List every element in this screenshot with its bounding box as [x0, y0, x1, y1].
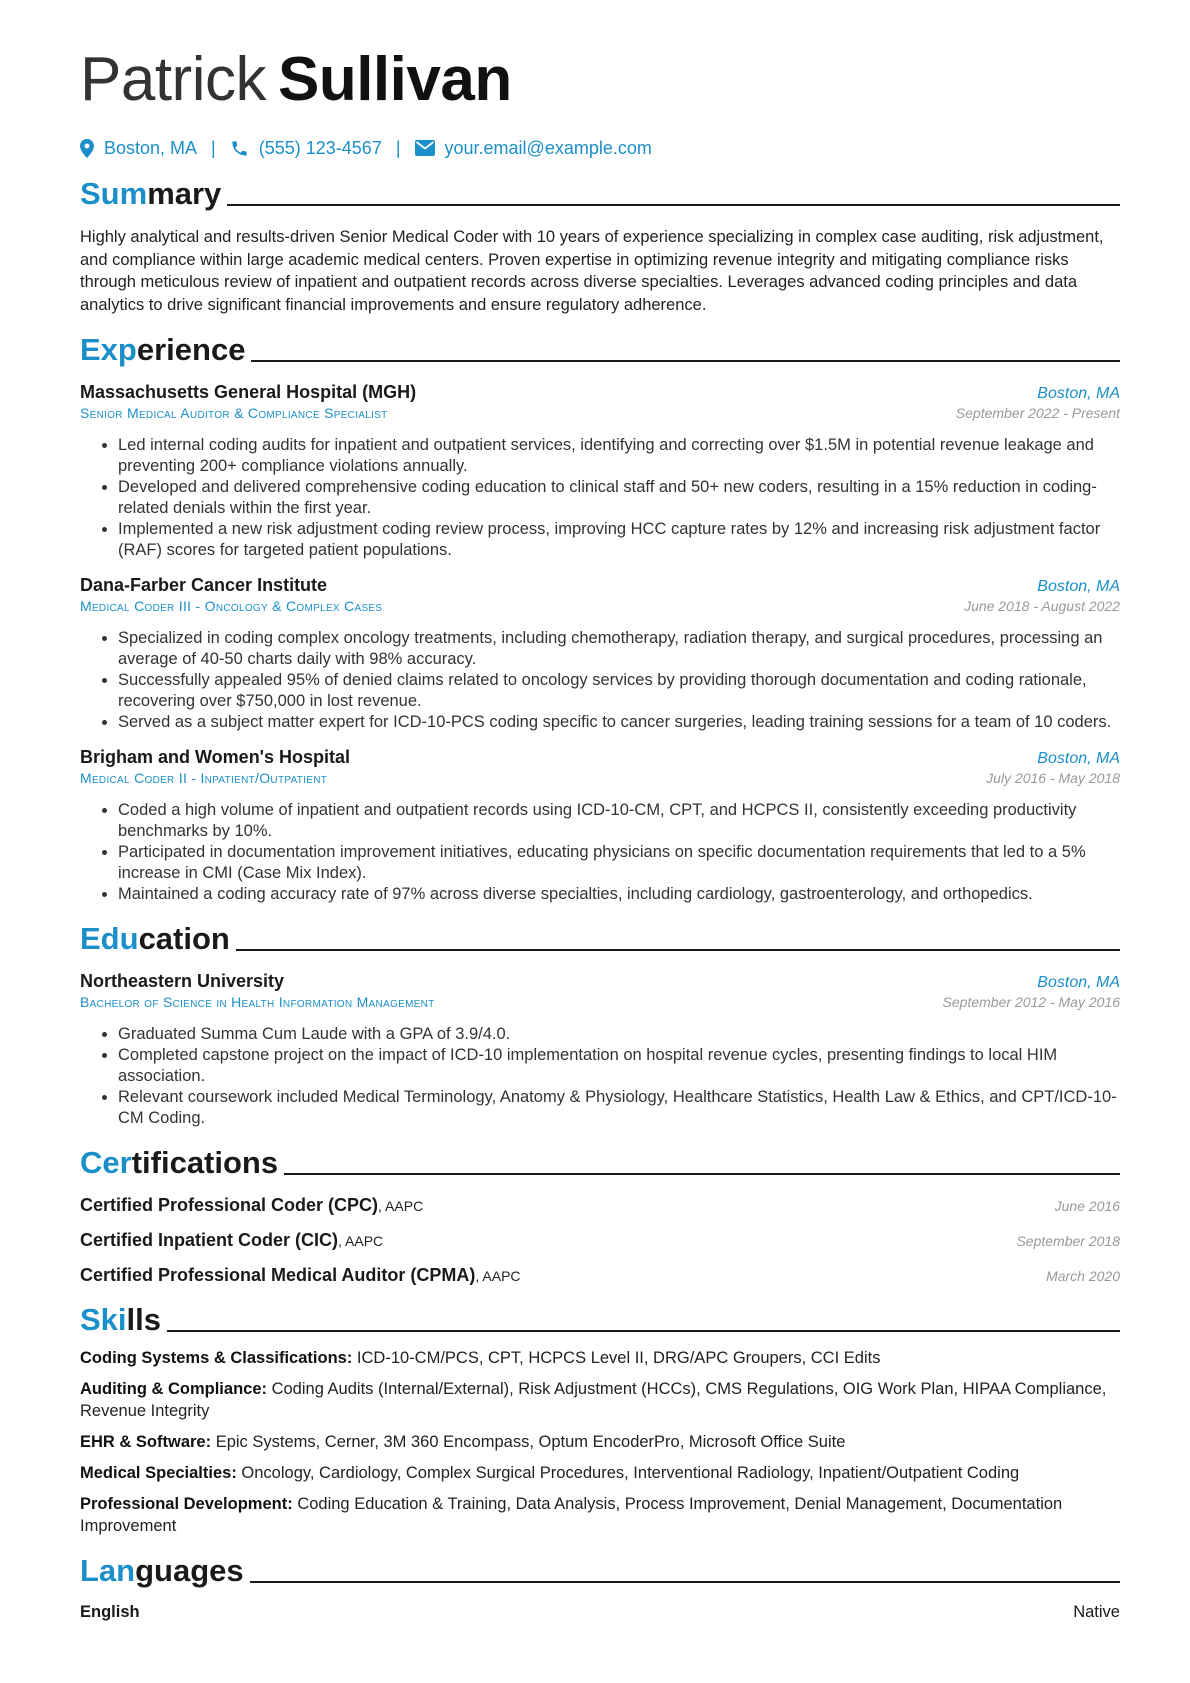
employer-name: Brigham and Women's Hospital — [80, 747, 350, 767]
bullet-item: • Coded a high volume of inpatient and outpatient records using ICD-10-CM, CPT, and HCPCS II, consistently exceeding productivity benchmarks by 10%. — [118, 800, 1120, 842]
heading-accent: Edu — [80, 921, 139, 956]
bullet-item: • Led internal coding audits for inpatient and outpatient services, identifying and correcting over $1.5M in potential revenue leakage and preventing 200+ compliance violations annually. — [118, 435, 1120, 477]
bullet-item: • Relevant coursework included Medical Terminology, Anatomy & Physiology, Healthcare Statistics, Health Law & Ethics, and CPT/ICD-10-CM Coding. — [118, 1087, 1120, 1129]
skill-row — [80, 1378, 1120, 1422]
bullet-item: • Participated in documentation improvement initiatives, educating physicians on specific documentation requirements that led to a 5% increase in CMI (Case Mix Index). — [118, 842, 1120, 884]
heading-rest: tifications — [131, 1145, 279, 1180]
skill-row — [80, 1431, 1120, 1453]
heading-rule — [251, 360, 1120, 362]
certifications-heading — [80, 1141, 1120, 1181]
certification-name: Certified Inpatient Coder (CIC) — [80, 1230, 339, 1250]
experience-entry — [80, 382, 1120, 561]
summary-heading — [80, 172, 1120, 212]
skill-label: Professional Development: — [80, 1495, 293, 1513]
bullet-item: • Completed capstone project on the impact of ICD-10 implementation on hospital revenue cycles, presenting findings to local HIM association. — [118, 1045, 1120, 1087]
heading-accent: Lan — [80, 1553, 136, 1588]
certification-issuer: , AAPC — [378, 1198, 424, 1214]
education-heading — [80, 917, 1120, 957]
bullet-item: • Successfully appealed 95% of denied claims related to oncology services by providing thorough documentation and coding rationale, recovering over $750,000 in lost revenue. — [118, 670, 1120, 712]
heading-rule — [227, 204, 1120, 206]
employer-name: Dana-Farber Cancer Institute — [80, 575, 328, 595]
skill-row — [80, 1347, 1120, 1369]
skill-row — [80, 1462, 1120, 1484]
skill-label: Auditing & Compliance: — [80, 1380, 267, 1398]
contact-phone[interactable] — [230, 138, 382, 159]
phone-icon — [230, 139, 249, 158]
certification-item — [80, 1195, 1120, 1216]
language-level: Native — [1073, 1603, 1120, 1621]
summary-text: Highly analytical and results-driven Senior Medical Coder with 10 years of experience specializing in complex case auditing, risk adjustment, and compliance within large academic medical centers. Proven expertise in optimizing revenue integrity and mitigating compliance risks through meticulous review of inpatient and outpatient records across diverse specialties. Leverages advanced coding principles and data analytics to drive significant financial improvements and ensure regulatory adherence. — [80, 228, 1104, 314]
education-dates: September 2012 - May 2016 — [942, 994, 1120, 1010]
languages-heading — [80, 1549, 1120, 1589]
job-dates: July 2016 - May 2018 — [986, 770, 1120, 786]
job-location: Boston, MA — [1037, 578, 1120, 595]
heading-rest: guages — [135, 1553, 244, 1588]
resume-page — [80, 44, 1120, 1622]
heading-accent: Cer — [80, 1145, 132, 1180]
certification-issuer: , AAPC — [475, 1268, 521, 1284]
skill-value: Coding Education & Training, Data Analysis, Process Improvement, Denial Management, Documentation Improvement — [80, 1495, 1063, 1535]
employer-name: Massachusetts General Hospital (MGH) — [80, 382, 417, 402]
job-bullets — [80, 628, 1120, 733]
contact-bar — [80, 136, 1120, 160]
bullet-item: • Specialized in coding complex oncology treatments, including chemotherapy, radiation therapy, and surgical procedures, processing an average of 40-50 charts daily with 98% accuracy. — [118, 628, 1120, 670]
language-row — [80, 1603, 1120, 1622]
certification-date: September 2018 — [1016, 1233, 1120, 1249]
skill-label: Coding Systems & Classifications: — [80, 1349, 353, 1367]
bullet-item: • Graduated Summa Cum Laude with a GPA of 3.9/4.0. — [118, 1024, 1120, 1045]
certification-item — [80, 1230, 1120, 1251]
skill-value: Oncology, Cardiology, Complex Surgical Procedures, Interventional Radiology, Inpatient/Outpatient Coding — [236, 1464, 1020, 1482]
job-location: Boston, MA — [1037, 750, 1120, 767]
heading-accent: Ski — [80, 1302, 127, 1337]
candidate-name — [80, 44, 1120, 116]
skill-row — [80, 1493, 1120, 1537]
school-name: Northeastern University — [80, 971, 285, 991]
language-name: English — [80, 1603, 140, 1621]
certification-item — [80, 1265, 1120, 1286]
experience-heading — [80, 328, 1120, 368]
bullet-item: • Served as a subject matter expert for ICD-10-PCS coding specific to cancer surgeries, leading training sessions for a team of 10 coders. — [118, 712, 1120, 733]
heading-rule — [167, 1330, 1120, 1332]
job-bullets — [80, 435, 1120, 561]
skill-value: Coding Audits (Internal/External), Risk Adjustment (HCCs), CMS Regulations, OIG Work Plan, HIPAA Compliance, Revenue Integrity — [80, 1380, 1107, 1420]
email-text: your.email@example.com — [444, 137, 652, 158]
job-title: Medical Coder III - Oncology & Complex Cases — [80, 598, 383, 614]
bullet-item: • Implemented a new risk adjustment coding review process, improving HCC capture rates by 12% and increasing risk adjustment factor (RAF) scores for targeted patient populations. — [118, 519, 1120, 561]
job-location: Boston, MA — [1037, 385, 1120, 402]
location-text: Boston, MA — [104, 137, 198, 158]
skill-label: EHR & Software: — [80, 1433, 212, 1451]
contact-separator: | — [211, 137, 216, 158]
heading-rule — [250, 1581, 1120, 1583]
certification-date: June 2016 — [1054, 1198, 1120, 1214]
skills-heading — [80, 1298, 1120, 1338]
heading-accent: Exp — [80, 332, 137, 367]
last-name: Sullivan — [277, 45, 512, 114]
job-title: Medical Coder II - Inpatient/Outpatient — [80, 770, 328, 786]
certification-date: March 2020 — [1046, 1268, 1120, 1284]
first-name: Patrick — [80, 45, 266, 114]
envelope-icon — [415, 140, 435, 156]
skill-value: ICD-10-CM/PCS, CPT, HCPCS Level II, DRG/APC Groupers, CCI Edits — [352, 1349, 881, 1367]
heading-rest: lls — [126, 1302, 161, 1337]
school-location: Boston, MA — [1037, 974, 1120, 991]
degree-title: Bachelor of Science in Health Information Management — [80, 994, 435, 1010]
experience-entry — [80, 575, 1120, 733]
bullet-item: • Maintained a coding accuracy rate of 97% across diverse specialties, including cardiology, gastroenterology, and orthopedics. — [118, 884, 1120, 905]
heading-rest: erience — [136, 332, 246, 367]
certification-name: Certified Professional Coder (CPC) — [80, 1195, 379, 1215]
bullet-item: • Developed and delivered comprehensive coding education to clinical staff and 50+ new coders, resulting in a 15% reduction in coding-related denials within the first year. — [118, 477, 1120, 519]
heading-accent: Sum — [80, 176, 148, 211]
contact-location — [80, 138, 197, 159]
education-entry — [80, 971, 1120, 1129]
experience-entry — [80, 747, 1120, 905]
phone-text: (555) 123-4567 — [258, 137, 382, 158]
map-pin-icon — [80, 139, 94, 158]
heading-rule — [236, 949, 1120, 951]
job-title: Senior Medical Auditor & Compliance Specialist — [80, 405, 388, 421]
education-bullets — [80, 1024, 1120, 1129]
heading-rest: cation — [138, 921, 230, 956]
certification-name: Certified Professional Medical Auditor (CPMA) — [80, 1265, 476, 1285]
contact-email[interactable] — [415, 138, 652, 159]
job-dates: September 2022 - Present — [955, 405, 1120, 421]
skill-label: Medical Specialties: — [80, 1464, 237, 1482]
job-dates: June 2018 - August 2022 — [964, 598, 1120, 614]
skill-value: Epic Systems, Cerner, 3M 360 Encompass, Optum EncoderPro, Microsoft Office Suite — [211, 1433, 846, 1451]
heading-rest: mary — [147, 176, 222, 211]
certification-issuer: , AAPC — [338, 1233, 384, 1249]
heading-rule — [284, 1173, 1120, 1175]
contact-separator: | — [395, 137, 401, 158]
job-bullets — [80, 800, 1120, 905]
